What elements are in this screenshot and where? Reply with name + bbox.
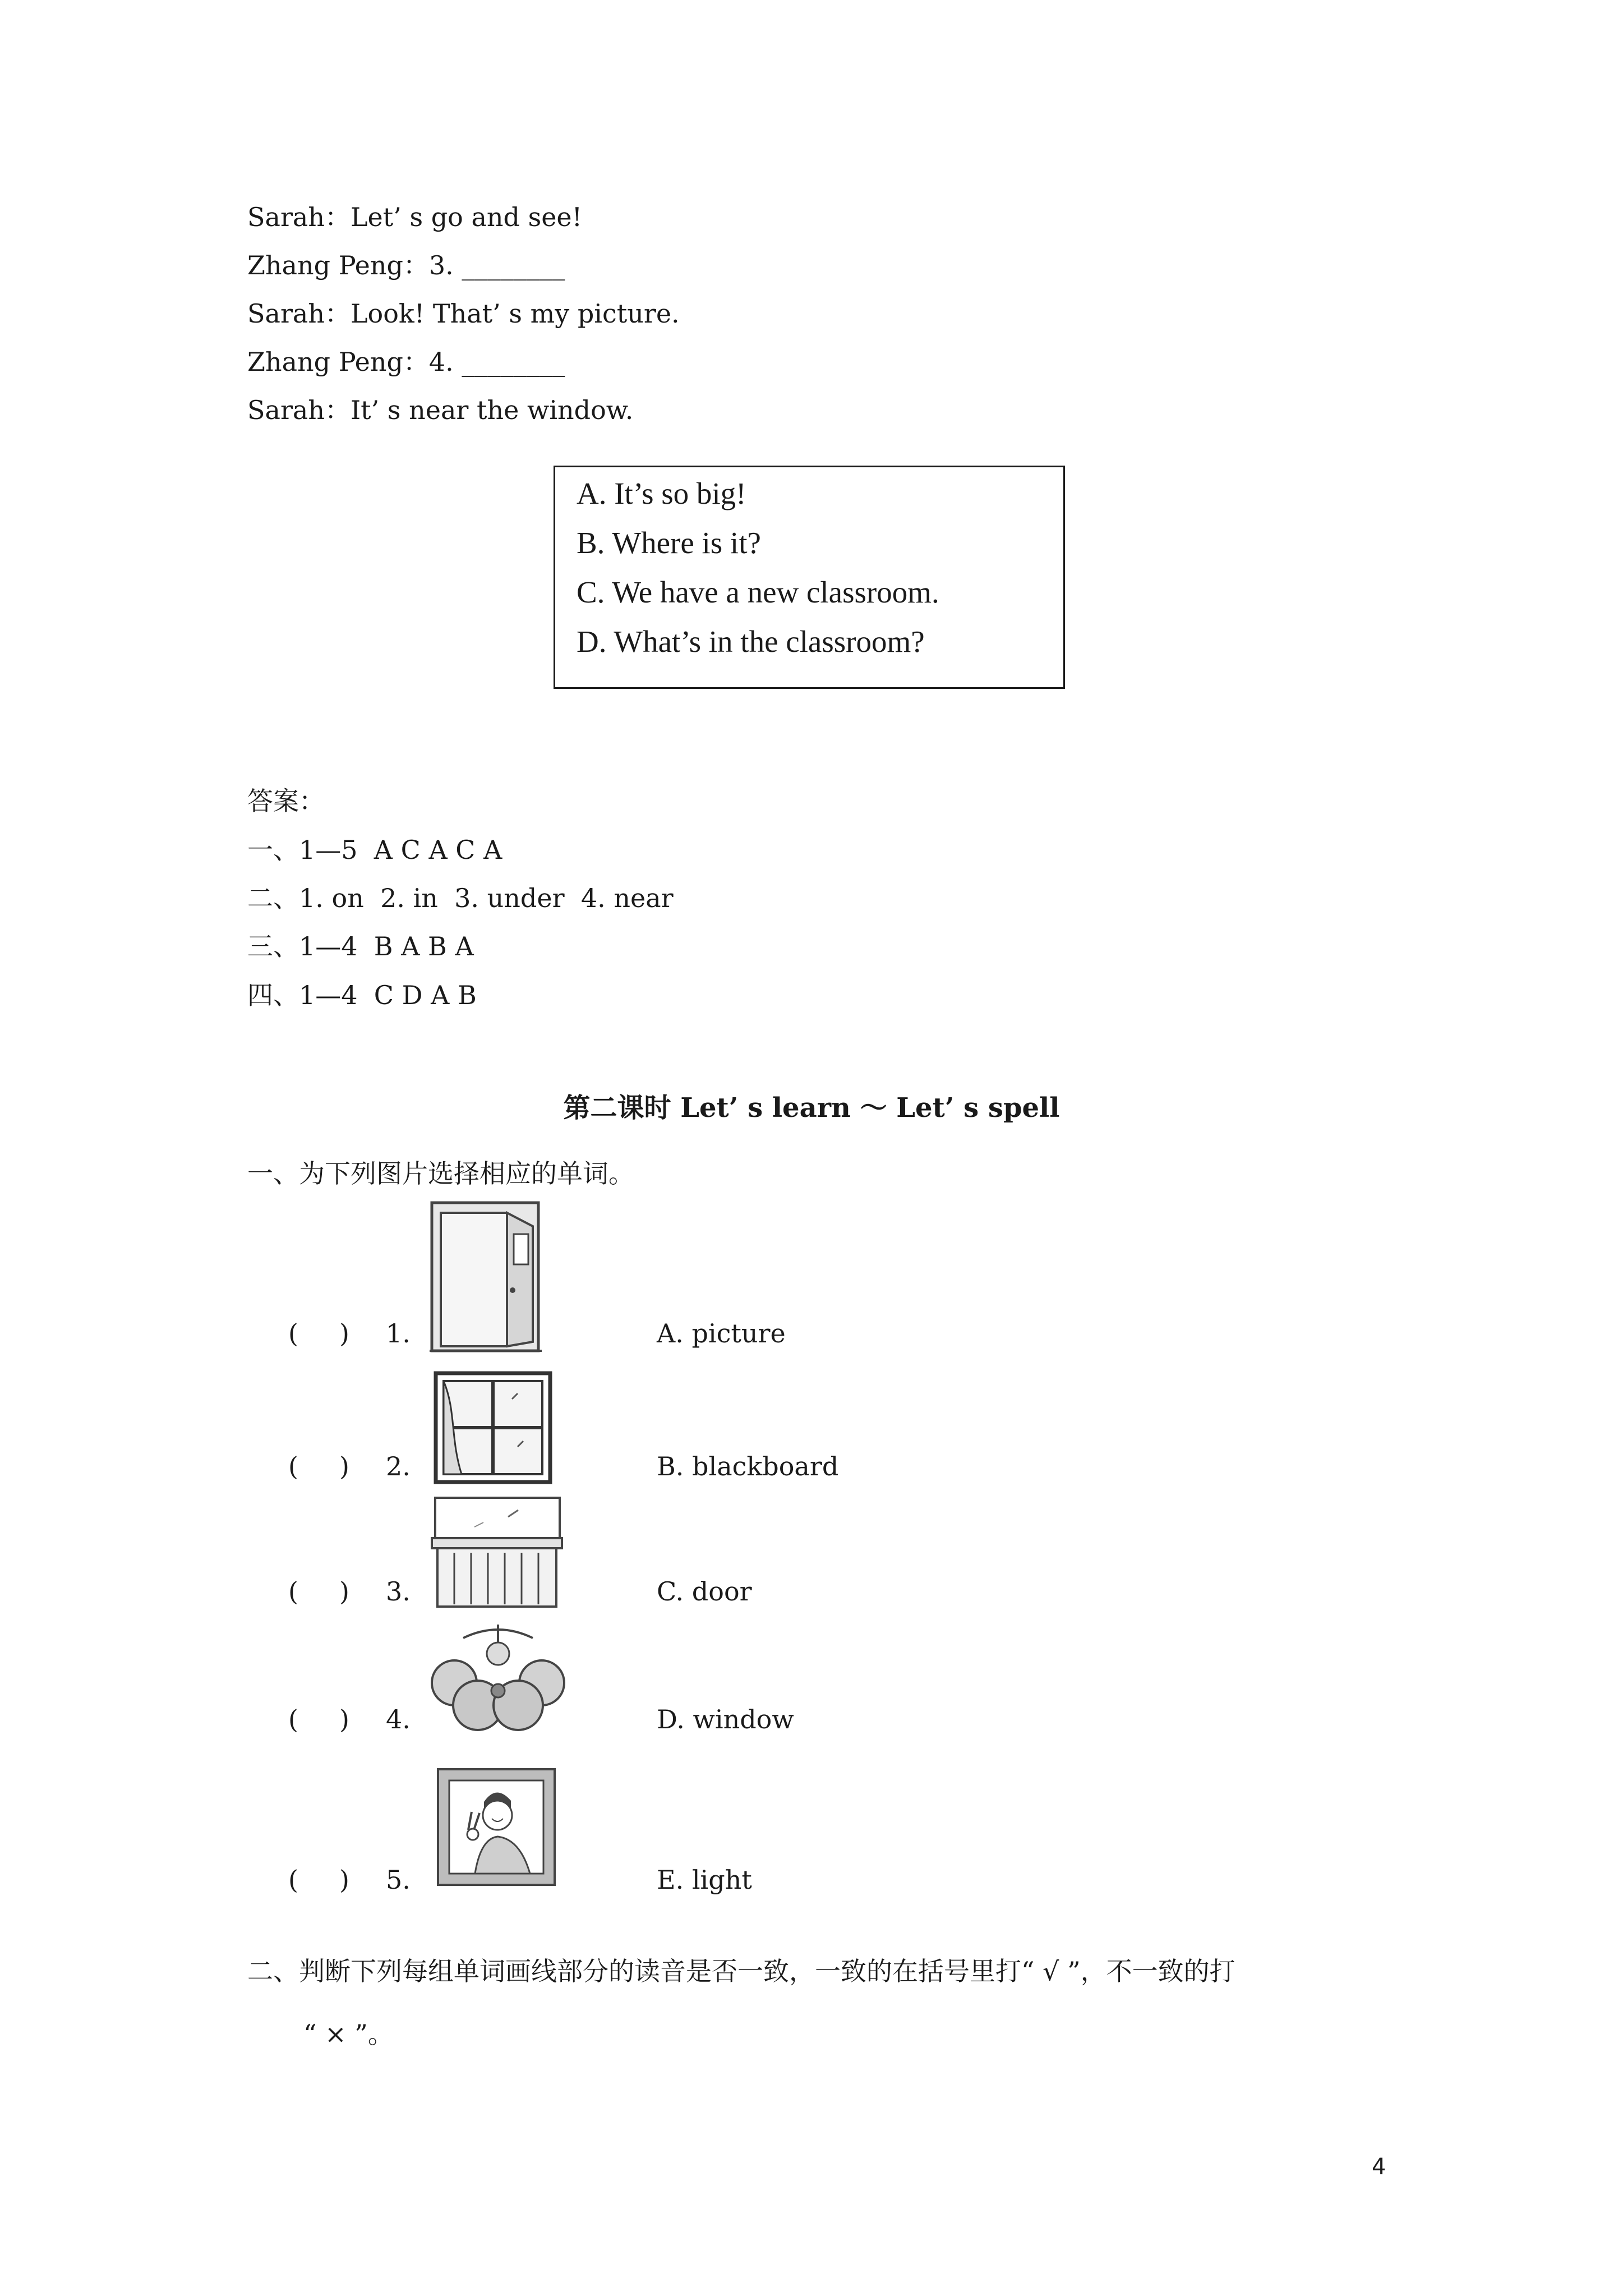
- option-d: D. What’s in the classroom?: [577, 624, 925, 659]
- blackboard-icon: [430, 1494, 564, 1611]
- word-choice: C. door: [657, 1576, 752, 1607]
- question-number: 5.: [386, 1865, 411, 1895]
- answer-bracket[interactable]: ( ): [288, 1865, 350, 1895]
- answer-bracket[interactable]: ( ): [288, 1451, 350, 1481]
- option-c: C. We have a new classroom.: [577, 575, 939, 609]
- section2-title-continued: “ × ”。: [303, 2019, 394, 2049]
- answer-line: 三、1—4 B A B A: [247, 931, 474, 961]
- word-choice: D. window: [657, 1704, 794, 1734]
- answer-line: 二、1. on 2. in 3. under 4. near: [247, 883, 674, 913]
- answer-bracket[interactable]: ( ): [288, 1576, 350, 1607]
- window-icon: [434, 1371, 552, 1484]
- dialog-line: Sarah：Let’ s go and see!: [247, 202, 583, 232]
- answer-bracket[interactable]: ( ): [288, 1318, 350, 1349]
- option-a: A. It’s so big!: [577, 476, 746, 510]
- lesson-heading: 第二课时 Let’ s learn ～ Let’ s spell: [563, 1092, 1060, 1124]
- answer-line: 一、1—5 A C A C A: [247, 835, 502, 865]
- answer-line: 四、1—4 C D A B: [247, 980, 477, 1010]
- answers-title: 答案：: [247, 786, 325, 816]
- question-number: 3.: [386, 1576, 411, 1607]
- door-icon: [430, 1200, 542, 1353]
- dialog-line: Zhang Peng：4. ________: [247, 347, 565, 377]
- question-row: [0, 1451, 1623, 1481]
- page-number: 4: [1372, 2154, 1386, 2180]
- picture-icon: [436, 1767, 557, 1887]
- question-number: 2.: [386, 1451, 411, 1481]
- section2-title: 二、判断下列每组单词画线部分的读音是否一致，一致的在括号里打“ √ ”，不一致的打: [247, 1956, 1235, 1986]
- dialog-line: Sarah：Look! That’ s my picture.: [247, 298, 680, 329]
- section1-title: 一、为下列图片选择相应的单词。: [247, 1158, 634, 1189]
- light-icon: [430, 1621, 566, 1745]
- option-b: B. Where is it?: [577, 526, 761, 560]
- question-row: [0, 1865, 1623, 1895]
- question-number: 4.: [386, 1704, 411, 1734]
- word-choice: E. light: [657, 1865, 752, 1895]
- question-row: [0, 1704, 1623, 1734]
- word-choice: A. picture: [657, 1318, 786, 1349]
- question-row: [0, 1318, 1623, 1349]
- dialog-line: Zhang Peng：3. ________: [247, 250, 565, 280]
- dialog-line: Sarah：It’ s near the window.: [247, 395, 634, 425]
- word-choice: B. blackboard: [657, 1451, 839, 1481]
- question-number: 1.: [386, 1318, 411, 1349]
- question-row: [0, 1576, 1623, 1607]
- answer-bracket[interactable]: ( ): [288, 1704, 350, 1734]
- options-box: [554, 466, 1065, 689]
